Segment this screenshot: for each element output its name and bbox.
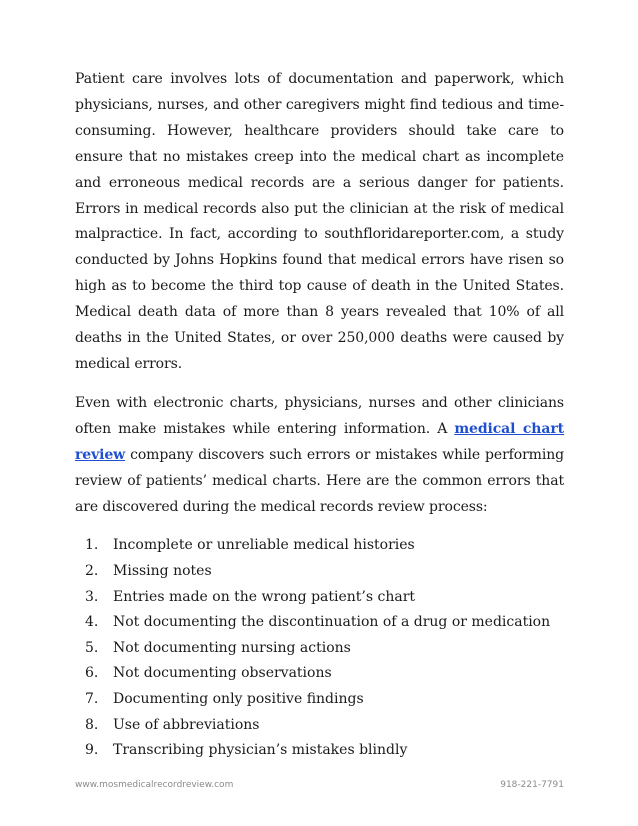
page-footer	[75, 780, 564, 790]
list-item	[75, 610, 564, 636]
list-item-text: Entries made on the wrong patient’s chart	[113, 588, 416, 605]
list-item	[75, 738, 564, 764]
list-item-number: 9.	[85, 742, 99, 759]
list-item-text: Transcribing physician’s mistakes blindly	[113, 742, 408, 759]
list-item	[75, 713, 564, 739]
list-item-number: 5.	[85, 639, 99, 656]
list-item	[75, 687, 564, 713]
review-paragraph-after: company discovers such errors or mistakes while performing review of patients’ medical charts. Here are the common errors that are discovered during the medical records review process:	[75, 446, 564, 515]
list-item-number: 8.	[85, 716, 99, 733]
list-item-number: 7.	[85, 690, 99, 707]
list-item-number: 4.	[85, 614, 99, 631]
list-item-number: 3.	[85, 588, 99, 605]
footer-phone: 918-221-7791	[500, 780, 564, 790]
errors-list	[75, 533, 564, 763]
list-item-number: 2.	[85, 563, 99, 579]
list-item-text: Documenting only positive findings	[113, 690, 364, 707]
list-item	[75, 533, 564, 559]
list-item	[75, 636, 564, 662]
footer-website: www.mosmedicalrecordreview.com	[75, 780, 234, 790]
list-item	[75, 585, 564, 611]
list-item	[75, 559, 564, 585]
list-item-number: 1.	[85, 537, 99, 554]
intro-paragraph: Patient care involves lots of documentation and paperwork, which physicians, nurses, and other caregivers might find tedious and time-consuming. However, healthcare providers should take care to ensure that no mistakes creep into the medical chart as incomplete and erroneous medical records are a serious danger for patients. Errors in medical records also put the clinician at the risk of medical malpractice. In fact, according to southfloridareporter.com, a study conducted by Johns Hopkins found that medical errors have risen so high as to become the third top cause of death in the United States. Medical death data of more than 8 years revealed that 10% of all deaths in the United States, or over 250,000 deaths were caused by medical errors.	[75, 71, 564, 372]
list-item-text: Use of abbreviations	[113, 716, 260, 733]
review-paragraph	[75, 391, 564, 521]
list-item-number: 6.	[85, 665, 99, 682]
list-item-text: Not documenting the discontinuation of a drug or medication	[113, 614, 551, 631]
review-paragraph-before: Even with electronic charts, physicians, nurses and other clinicians often make mistakes while entering information. A	[75, 394, 564, 437]
list-item-text: Missing notes	[113, 563, 212, 579]
medical-chart-review-link[interactable]: medical chart review	[75, 420, 564, 463]
document-page	[75, 67, 564, 764]
list-item-text: Incomplete or unreliable medical histories	[113, 537, 415, 554]
list-item-text: Not documenting nursing actions	[113, 639, 351, 656]
list-item-text: Not documenting observations	[113, 665, 332, 682]
list-item	[75, 661, 564, 687]
